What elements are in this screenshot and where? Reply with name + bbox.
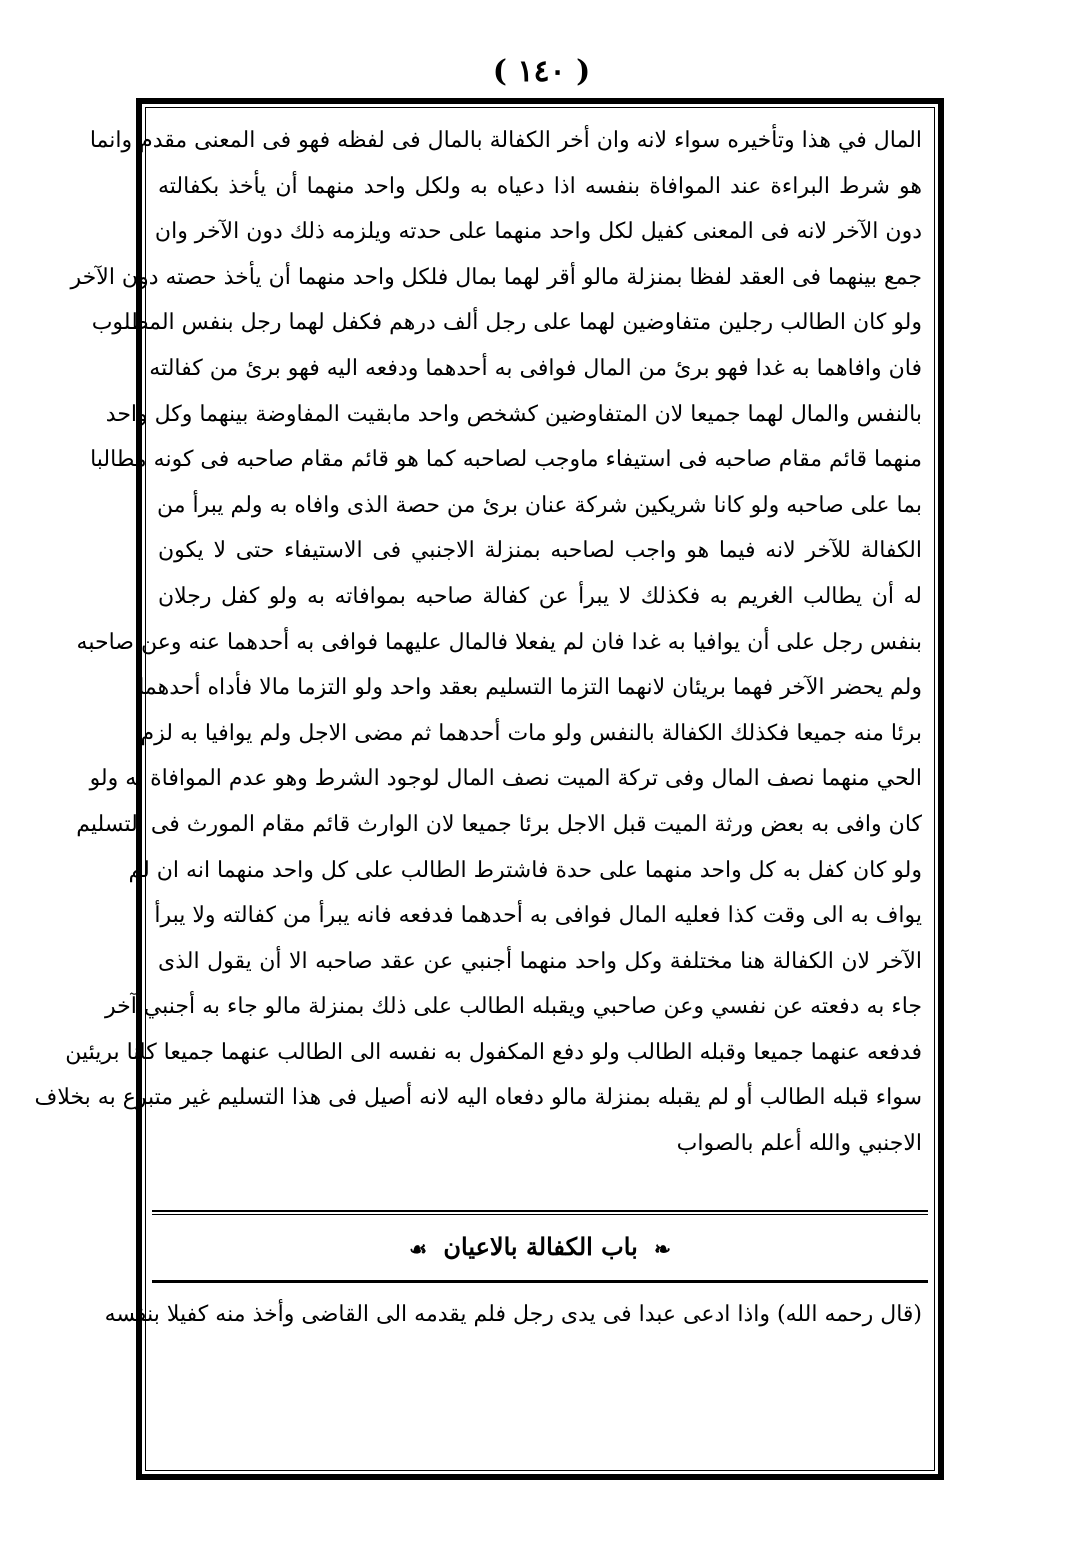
ornament-right-icon: ❧ — [654, 1236, 671, 1261]
text-line: الاجنبي والله أعلم بالصواب — [676, 1131, 922, 1157]
text-line: هو شرط البراءة عند الموافاة بنفسه اذا دعياه به ولكل واحد منهما أن يأخذ بكفالته — [158, 173, 922, 199]
text-line: سواء قبله الطالب أو لم يقبله بمنزلة مالو دفعاه اليه لانه أصيل فى هذا التسليم غير متبرع به بخلاف — [34, 1085, 922, 1111]
text-line: بنفس رجل على أن يوافيا به غدا فان لم يفعلا فالمال عليهما فوافى به أحدهما عنه وعن صاحبه — [76, 629, 922, 655]
divider-top — [152, 1210, 928, 1212]
divider-bottom — [152, 1280, 928, 1283]
text-line: ولو كان كفل به كل واحد منهما على حدة فاشترط الطالب على كل واحد منهما انه ان لم — [128, 857, 922, 883]
text-line: منهما قائم مقام صاحبه فى استيفاء ماوجب لصاحبه كما هو قائم مقام صاحبه فى كونه مطالبا — [90, 447, 922, 473]
text-line: دون الآخر لانه فى المعنى كفيل لكل واحد منهما على حدته ويلزمه ذلك دون الآخر وان — [154, 219, 922, 245]
chapter-heading-text: باب الكفالة بالاعيان — [443, 1232, 638, 1261]
text-line: كان وافى به بعض ورثة الميت قبل الاجل برئا جميعا لان الوارث قائم مقام المورث فى التسليم — [76, 811, 922, 837]
next-section-opening-line: (قال رحمه الله) واذا ادعى عبدا فى يدى رجل فلم يقدمه الى القاضى وأخذ منه كفيلا بنفسه — [104, 1302, 922, 1327]
text-line: فدفعه عنهما جميعا وقبله الطالب ولو دفع المكفول به نفسه الى الطالب عنهما جميعا كانا بريئين — [65, 1039, 922, 1065]
text-line: الحي منهما نصف المال وفى تركة الميت نصف المال لوجود الشرط وهو عدم الموافاة به ولو — [89, 766, 922, 792]
text-line: الآخر لان الكفالة هنا مختلفة وكل واحد منهما أجنبي عن عقد صاحبه الا أن يقول الذى — [158, 948, 922, 974]
text-line: المال في هذا وتأخيره سواء لانه وان أخر الكفالة بالمال فى لفظه فهو فى المعنى مقدم وانما — [89, 128, 922, 153]
text-line: ولم يحضر الآخر فهما بريئان لانهما التزما التسليم بعقد واحد ولو التزما مالا فأداه أحدهما — [138, 675, 922, 701]
text-line: له أن يطالب الغريم به فكذلك لا يبرأ عن كفالة صاحبه بموافاته به ولو كفل رجلان — [158, 583, 922, 609]
divider-top-thin — [152, 1214, 928, 1215]
text-line: ولو كان الطالب رجلين متفاوضين لهما على رجل ألف درهم فكفل لهما رجل بنفس المطلوب — [91, 310, 922, 336]
chapter-heading — [142, 1222, 938, 1272]
text-line: جمع بينهما فى العقد لفظا بمنزلة مالو أقر لهما بمال فلكل واحد منهما أن يأخذ حصته دون الآخر — [70, 264, 922, 290]
text-line: بالنفس والمال لهما جميعا لان المتفاوضين كشخص واحد مابقيت المفاوضة بينهما وكل واحد — [105, 401, 922, 427]
text-line: بما على صاحبه ولو كانا شريكين شركة عنان برئ من حصة الذى وافاه به ولم يبرأ من — [157, 492, 922, 518]
page-frame — [34, 98, 944, 1480]
page-number: ( ١٤٠ ) — [492, 54, 591, 89]
text-line: يواف به الى وقت كذا فعليه المال فوافى به أحدهما فدفعه فانه يبرأ من كفالته ولا يبرأ — [154, 903, 922, 929]
text-line: جاء به دفعته عن نفسي وعن صاحبي ويقبله الطالب على ذلك بمنزلة مالو جاء به أجنبي آخر — [104, 994, 922, 1020]
text-line: الكفالة للآخر لانه فيما هو واجب لصاحبه بمنزلة الاجنبي فى الاستيفاء حتى لا يكون — [158, 538, 922, 564]
body-text — [34, 118, 922, 1167]
text-line: برئا منه جميعا فكذلك الكفالة بالنفس ولو مات أحدهما ثم مضى الاجل ولم يوافيا به لزم — [140, 720, 922, 746]
ornament-left-icon: ☙ — [409, 1236, 428, 1261]
text-line: فان وافاهما به غدا فهو برئ من المال فوافى به أحدهما ودفعه اليه فهو برئ من كفالته — [149, 355, 922, 381]
